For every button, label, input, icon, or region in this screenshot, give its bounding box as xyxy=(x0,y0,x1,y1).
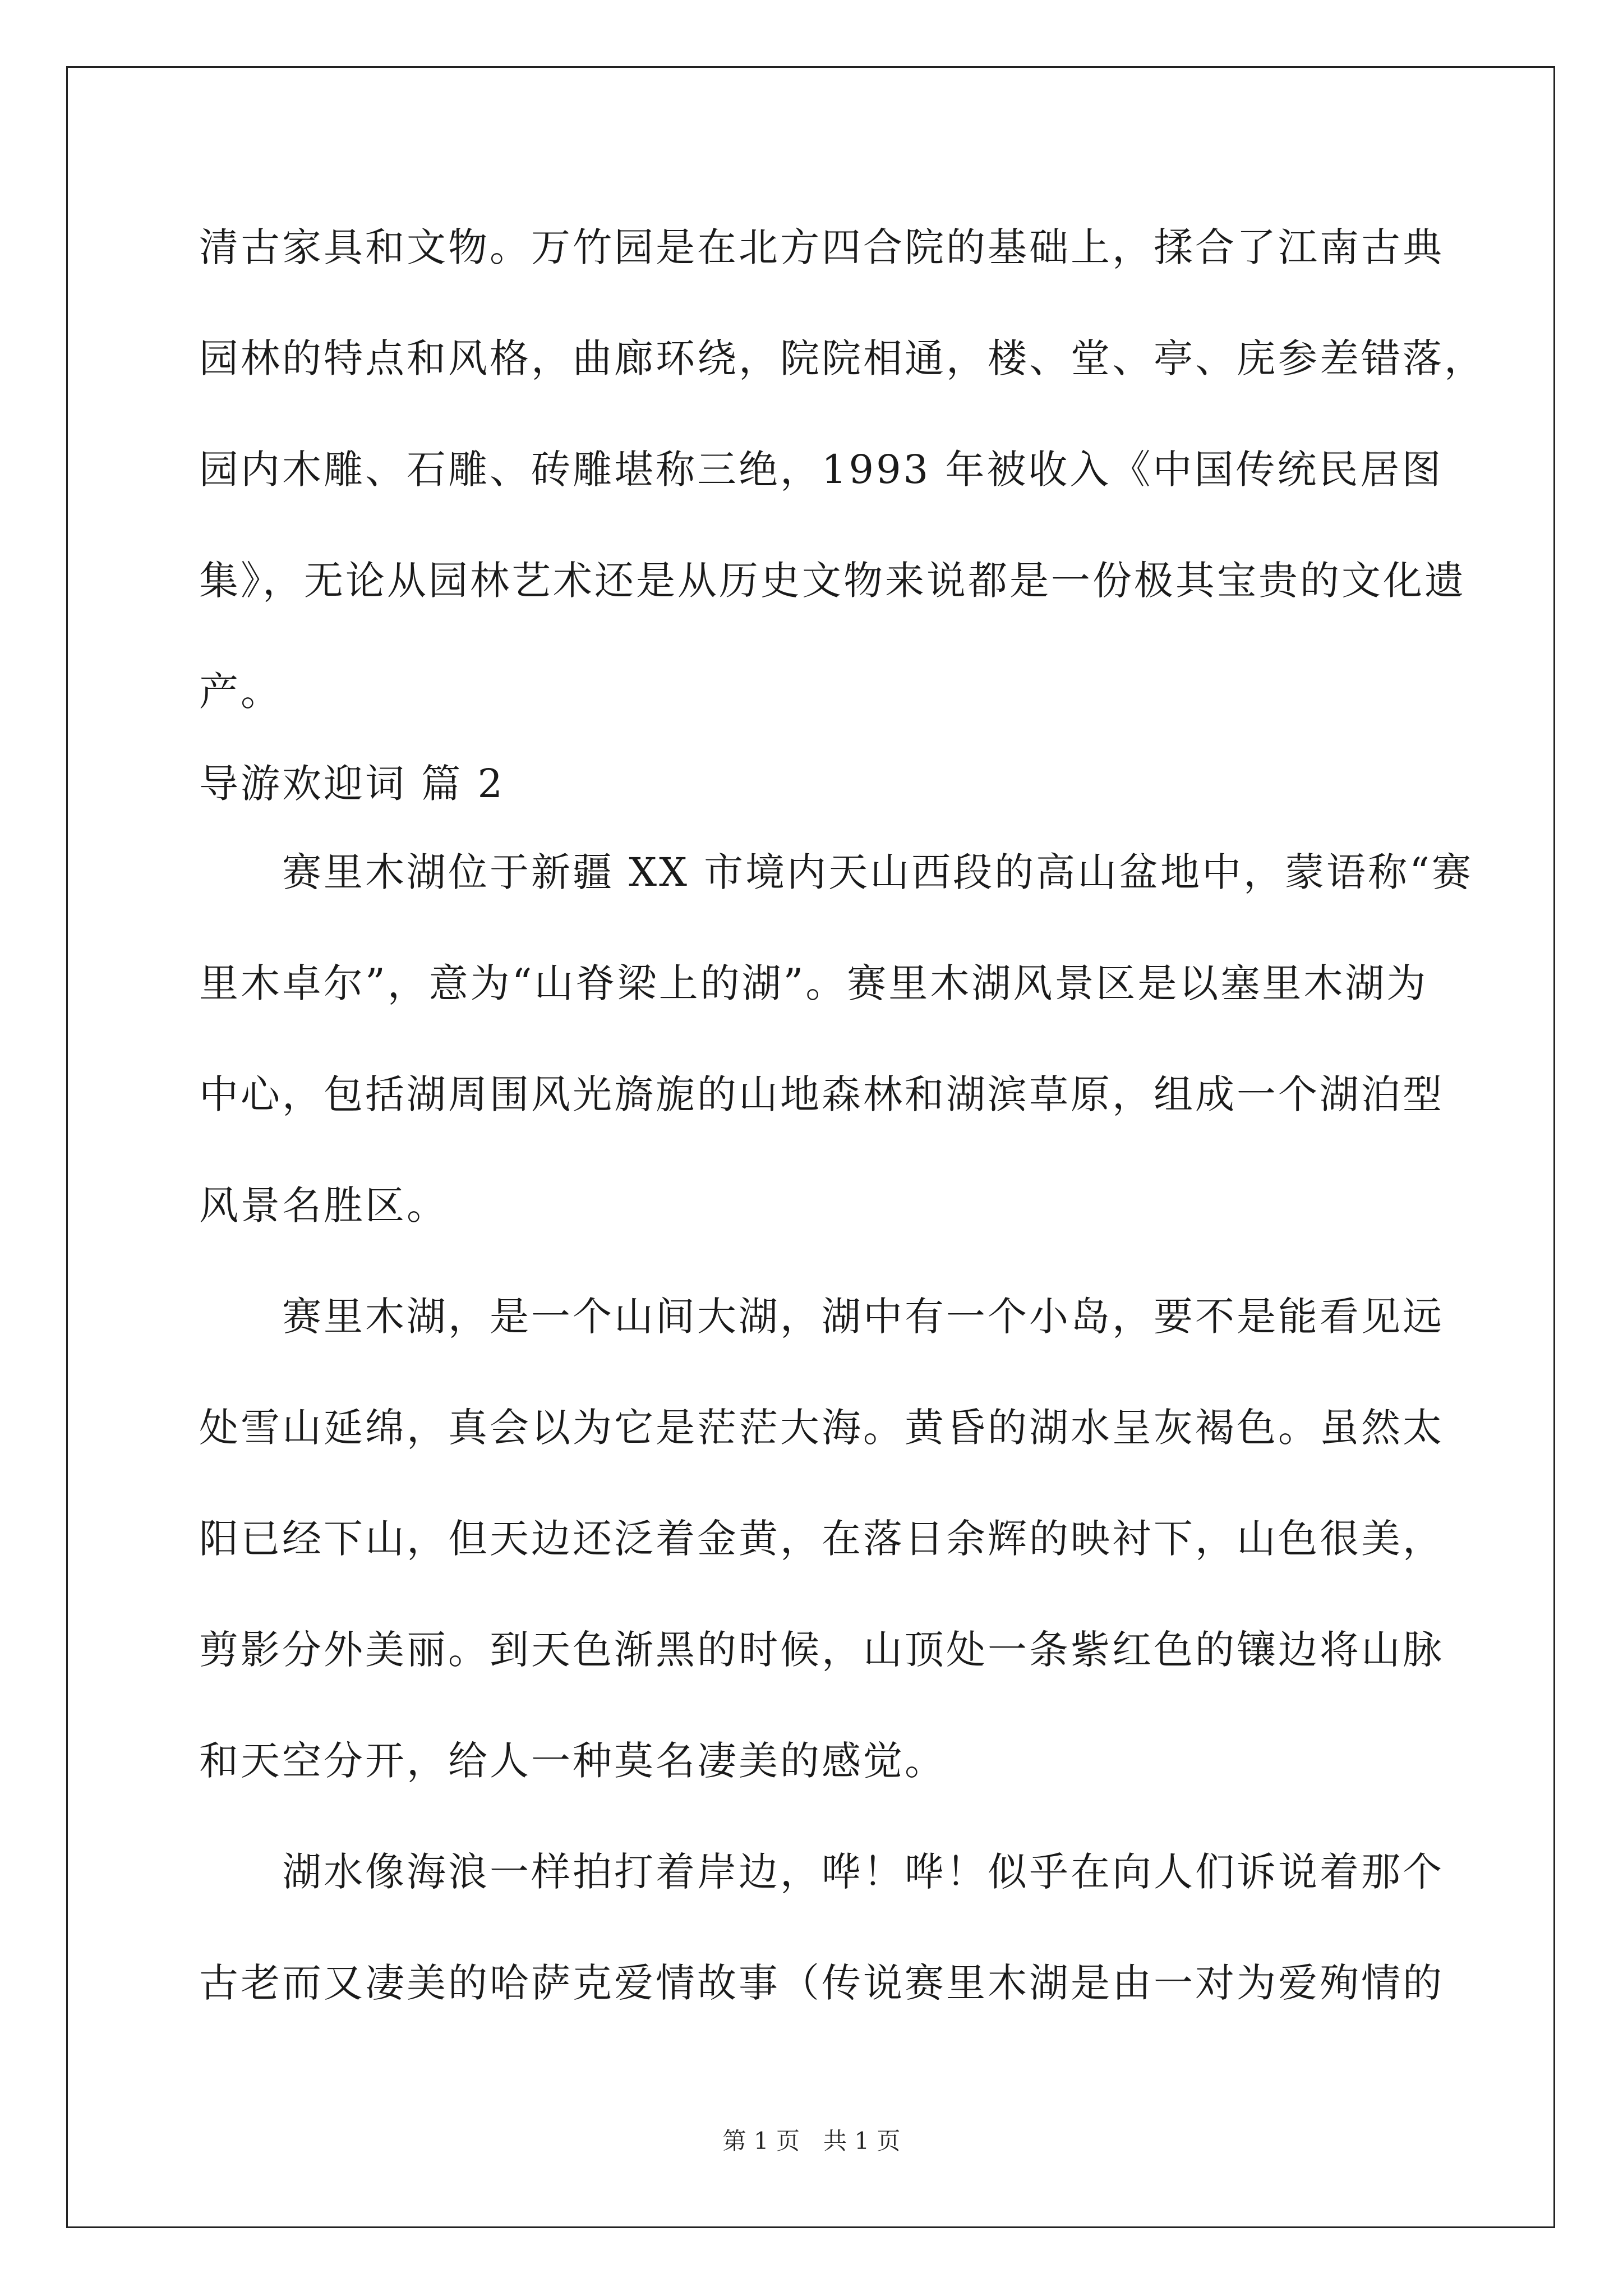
text-line: 湖水像海浪一样拍打着岸边，哗！哗！似乎在向人们诉说着那个 xyxy=(282,1849,1444,1895)
section-heading: 导游欢迎词 篇 2 xyxy=(199,761,505,807)
page-frame xyxy=(66,66,1555,2228)
text-line: 赛里木湖位于新疆 XX 市境内天山西段的高山盆地中，蒙语称“赛 xyxy=(282,849,1473,895)
text-line: 清古家具和文物。万竹园是在北方四合院的基础上，揉合了江南古典 xyxy=(199,224,1444,270)
text-line: 阳已经下山，但天边还泛着金黄，在落日余辉的映衬下，山色很美， xyxy=(199,1516,1444,1562)
page-footer: 第 1 页 共 1 页 xyxy=(722,2127,901,2155)
text-line: 集》，无论从园林艺术还是从历史文物来说都是一份极其宝贵的文化遗 xyxy=(199,558,1466,604)
text-line: 园内木雕、石雕、砖雕堪称三绝，1993 年被收入《中国传统民居图 xyxy=(199,447,1444,493)
text-line: 中心，包括湖周围风光旖旎的山地森林和湖滨草原，组成一个湖泊型 xyxy=(199,1071,1444,1117)
text-line: 风景名胜区。 xyxy=(199,1182,448,1228)
text-line: 处雪山延绵，真会以为它是茫茫大海。黄昏的湖水呈灰褐色。虽然太 xyxy=(199,1405,1444,1451)
text-line: 园林的特点和风格，曲廊环绕，院院相通，楼、堂、亭、庑参差错落， xyxy=(199,335,1486,381)
text-line: 里木卓尔”，意为“山脊梁上的湖”。赛里木湖风景区是以塞里木湖为 xyxy=(199,960,1428,1006)
text-line: 古老而又凄美的哈萨克爱情故事（传说赛里木湖是由一对为爱殉情的 xyxy=(199,1960,1444,2006)
text-line: 产。 xyxy=(199,669,282,715)
text-line: 剪影分外美丽。到天色渐黑的时候，山顶处一条紫红色的镶边将山脉 xyxy=(199,1627,1444,1673)
text-line: 赛里木湖，是一个山间大湖，湖中有一个小岛，要不是能看见远 xyxy=(282,1294,1444,1340)
text-line: 和天空分开，给人一种莫名凄美的感觉。 xyxy=(199,1738,946,1784)
